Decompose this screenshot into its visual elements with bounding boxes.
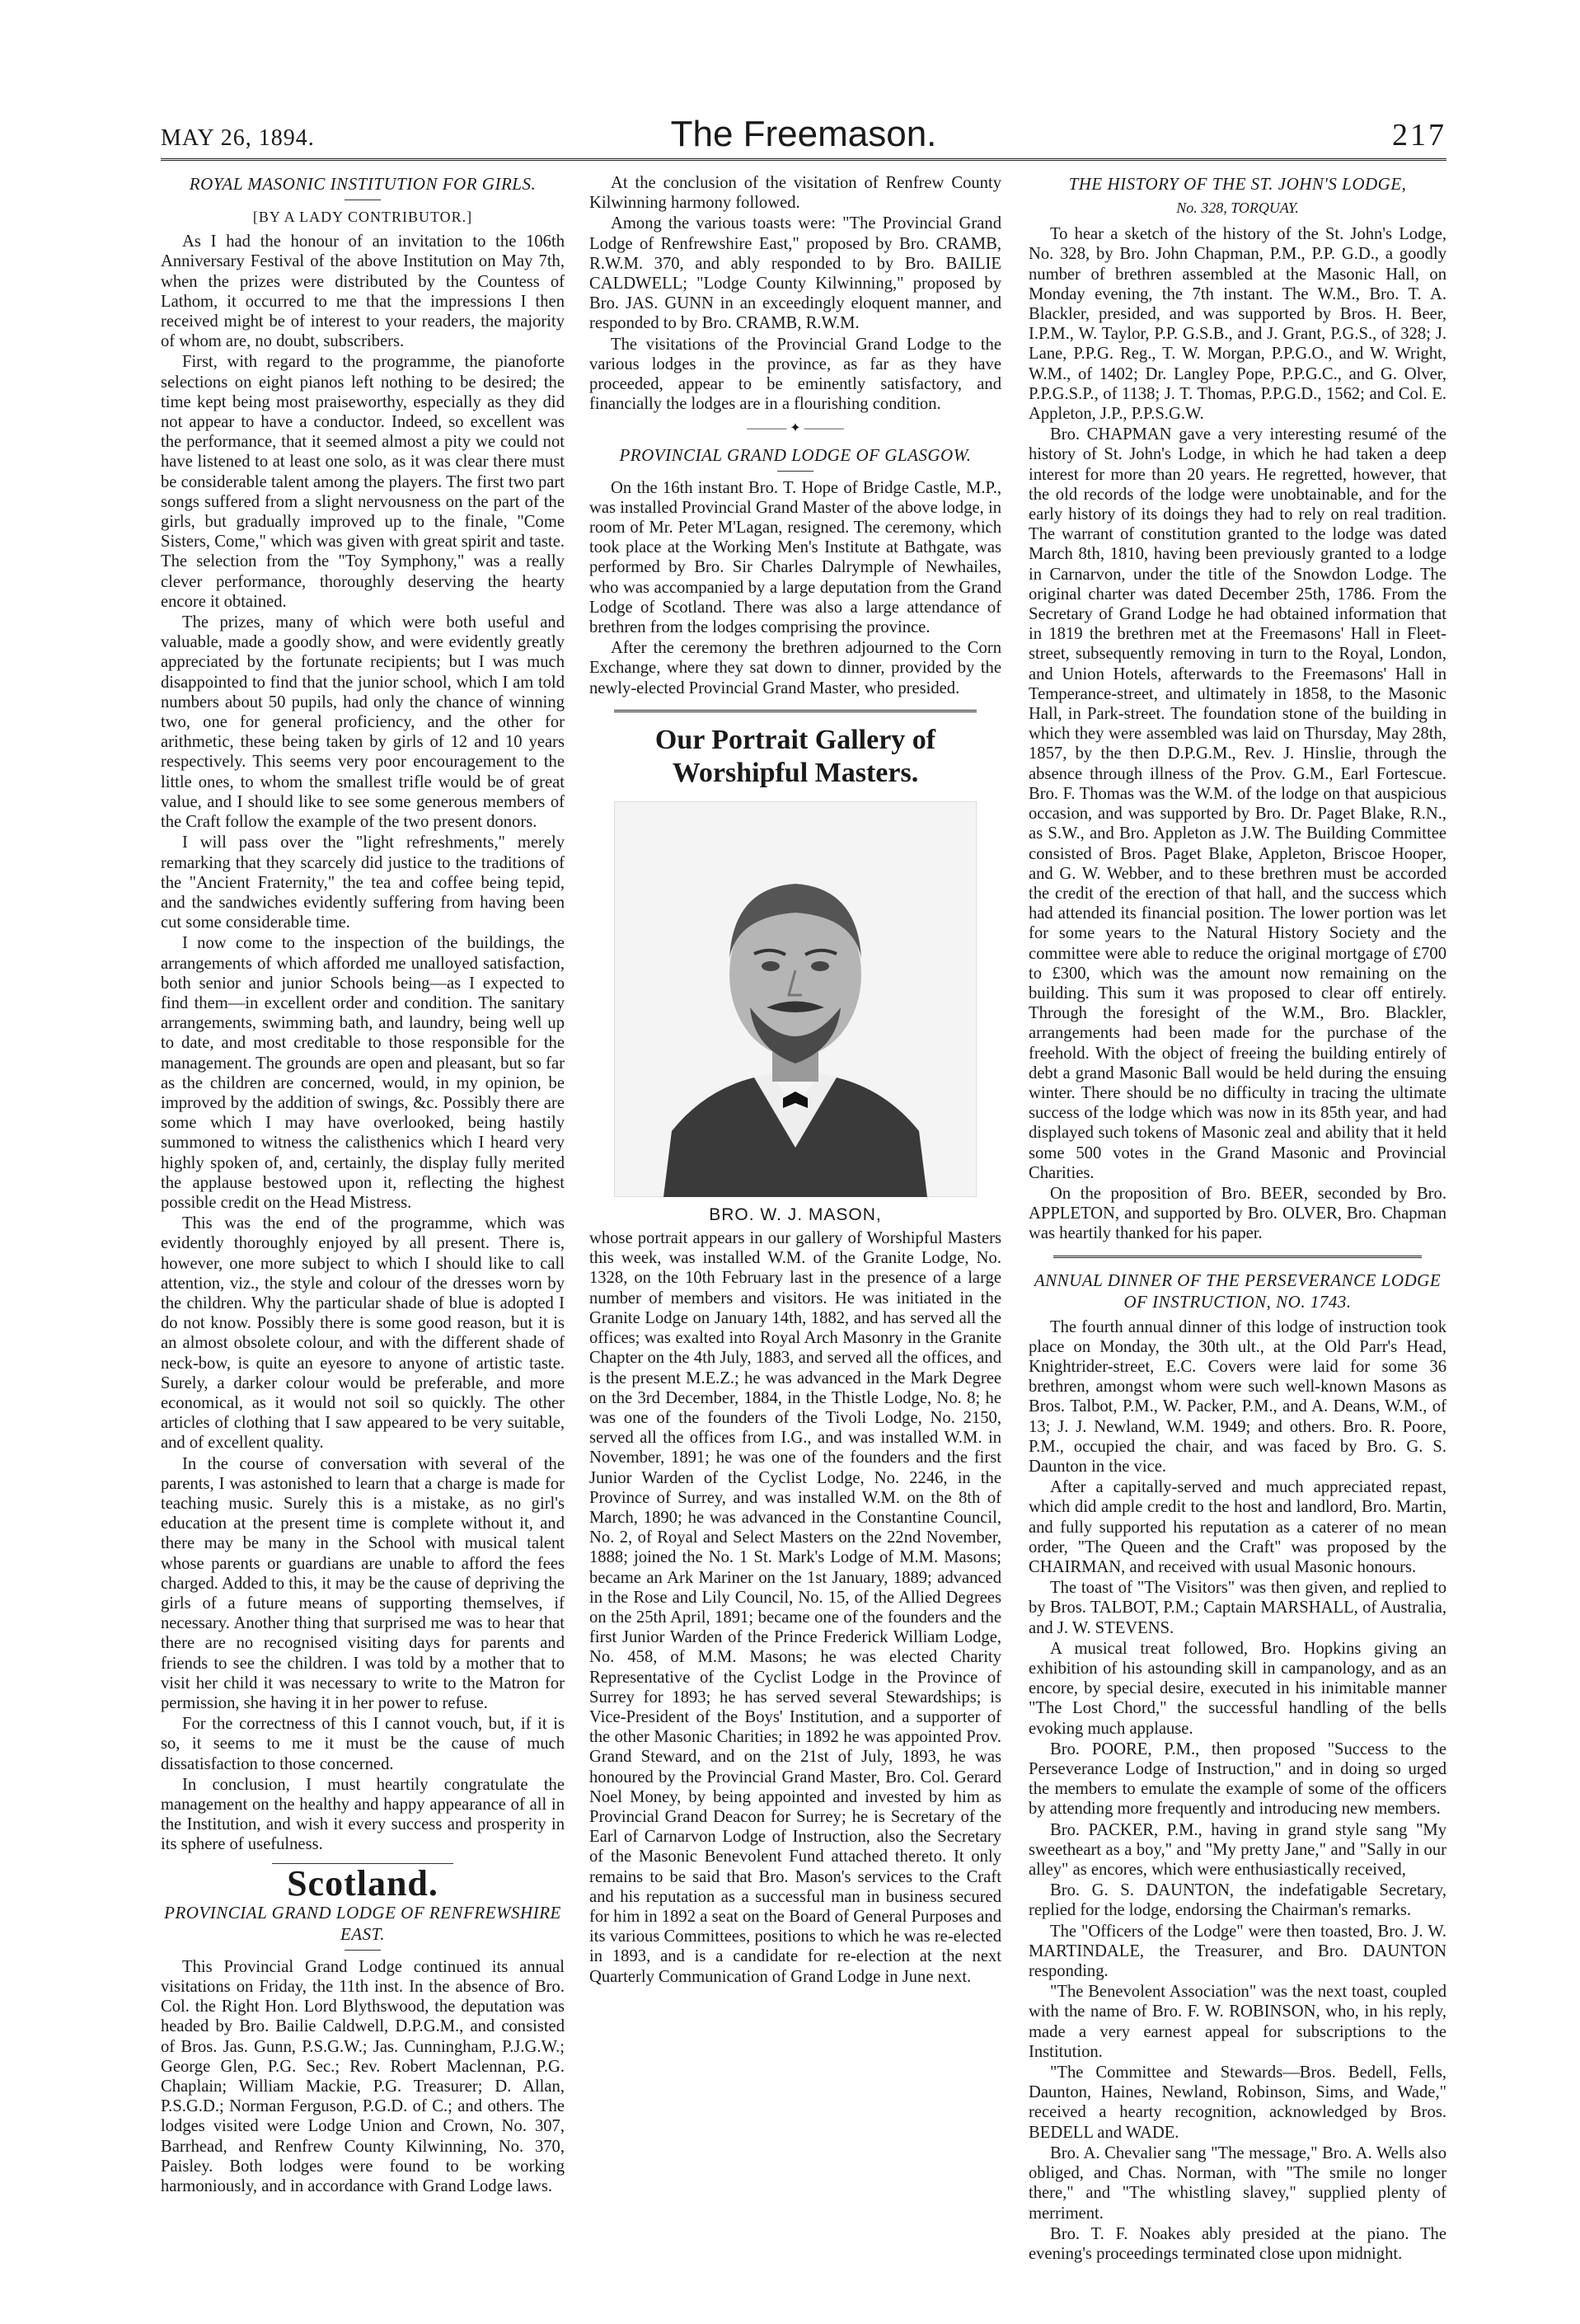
paragraph: Among the various toasts were: "The Provincial Grand Lodge of Renfrewshire East," proposed by Bro. CRAMB, R.W.M. 370, and ably responded to by Bro. BAILIE CALDWELL; "Lodge County Kilwinning," proposed by Bro. JAS. GUNN in an exceedingly eloquent manner, and responded to by Bro. CRAMB, R.W.M. [589, 214, 1001, 333]
masthead [161, 107, 1446, 161]
paragraph: Bro. CHAPMAN gave a very interesting resumé of the history of St. John's Lodge, in which he had taken a deep interest for more than 20 years. He regretted, however, that the old records of the lodge were unobtainable, and for the early history of its doings they had to rely on real tradition. The warrant of constitution granted to the lodge was dated March 8th, 1810, having been previously granted to a lodge in Carnarvon, under the title of the Snowdon Lodge. The original charter was dated December 25th, 1786. From the Secretary of Grand Lodge he had obtained information that in 1819 the brethren met at the Freemasons' Hall in Fleet-street, subsequently removing in turn to the Royal, London, and Union Hotels, afterwards to the Freemasons' Hall in Temperance-street, and ultimately in 1858, to the Masonic Hall, in Park-street. The foundation stone of the building in which they were assembled was laid on Thursday, May 28th, 1857, by the then D.P.G.M., Rev. J. Hinslie, through the absence through illness of the Prov. G.M., Earl Fortescue. Bro. F. Thomas was the W.M. of the lodge on that auspicious occasion, and was supported by Bro. Dr. Paget Blake, R.N., as S.W., and Bro. Appleton as J.W. The Building Committee consisted of Bros. Paget Blake, Appleton, Briscoe Hooper, and G. W. Webber, and to these brethren must be accorded the credit of the erection of that hall, and the success which had attended its financial position. The lower portion was let for some years to the Natural History Society and the committee were able to reduce the original mortgage of £700 to £300, which was the amount now remaining on the building. This sum it was proposed to clear off entirely. Through the foresight of the W.M., Bro. Blackler, arrangements had been made for the purchase of the freehold. With the object of freeing the building entirely of debt a grand Masonic Ball would be held during the ensuing winter. There should be no difficulty in tracing the ultimate success of the lodge which was now in its 85th year, and had displayed such tokens of Masonic zeal and ability that it held some 500 votes in the Grand Masonic and Provincial Charities. [1029, 425, 1446, 1182]
column-1 [161, 173, 565, 2197]
paragraph: After a capitally-served and much appreciated repast, which did ample credit to the host and landlord, Bro. Martin, and fully supported his reputation as a caterer of no mean order, "The Queen and the Craft" was proposed by the CHAIRMAN, and received with usual Masonic honours. [1029, 1478, 1446, 1576]
divider [614, 710, 977, 712]
paragraph: Bro. T. F. Noakes ably presided at the piano. The evening's proceedings terminated close upon midnight. [1029, 2224, 1446, 2263]
ornament-divider: ——— ✦ ——— [747, 421, 844, 436]
article-heading-girls-institution: ROYAL MASONIC INSTITUTION FOR GIRLS. [189, 174, 537, 194]
paragraph: whose portrait appears in our gallery of Worshipful Masters this week, was installed W.M. of the Granite Lodge, No. 1328, on the 10th February last in the presence of a large number of members and visitors. He was initiated in the Granite Lodge on January 14th, 1882, and has served all the offices; was exalted into Royal Arch Masonry in the Granite Chapter on the 4th July, 1883, and served all the offices, and is the present M.E.Z.; he was advanced in the Mark Degree on the 3rd December, 1884, in the Thistle Lodge, No. 8; he was one of the founders of the Tivoli Lodge, No. 2150, served all the offices from I.G., and was installed W.M. in November, 1891; he was one of the founders and the first Junior Warden of the Cyclist Lodge, No. 2246, in the Province of Surrey, and was installed W.M. on the 8th of March, 1890; he was advanced in the Constantine Council, No. 2, of Royal and Select Masters on the 22nd November, 1888; joined the No. 1 St. Mark's Lodge of M.M. Masons; became an Ark Mariner on the 1st January, 1889; advanced in the Rose and Lily Council, No. 15, of the Allied Degrees on the 25th April, 1891; became one of the founders and the first Junior Warden of the Prince Frederick William Lodge, No. 458, of M.M. Masons; he was elected Charity Representative of the Cyclist Lodge in the Province of Surrey for 1893; he has served several Stewardships; is Vice-President of the Boys' Institution, and a supporter of the other Masonic Charities; in 1892 he was appointed Prov. Grand Steward, and on the 21st of July, 1893, he was honoured by the Provincial Grand Master, Bro. Col. Gerard Noel Money, by being appointed and invested by him as Provincial Grand Deacon for Surrey; he is Secretary of the Earl of Carnarvon Lodge of Instruction, also the Secretary of the Masonic Benevolent Fund attached thereto. It only remains to be said that Bro. Mason's services to the Craft and his reputation as a successful man in business secured for him in 1892 a seat on the Board of General Purposes and its various Committees, positions to which he was re-elected in 1893, and is a candidate for re-election at the next Quarterly Communication of Grand Lodge in June next. [589, 1229, 1001, 1986]
paragraph: To hear a sketch of the history of the St. John's Lodge, No. 328, by Bro. John Chapman, P.M., P.P. G.D., a goodly number of brethren assembled at the Masonic Hall, on Monday evening, the 7th instant. The W.M., Bro. T. A. Blackler, presided, and was supported by Bros. H. Beer, I.P.M., W. Taylor, P.P. G.S.B., and J. Grant, P.G.S., of 328; J. Lane, P.P.G. Reg., T. W. Morgan, P.P.G.O., and W. Wright, W.M., of 1402; Dr. Langley Pope, P.P.G.C., and G. Olver, P.P.G.S.P., of 1138; J. T. Thomas, P.P.G.D., 1562; and Col. E. Appleton, J.P., P.P.S.G.W. [1029, 225, 1446, 424]
paragraph: The fourth annual dinner of this lodge of instruction took place on Monday, the 30th ult., at the Old Parr's Head, Knightrider-street, E.C. Covers were laid for some 36 brethren, amongst whom were such well-known Masons as Bros. Talbot, P.M., W. Packer, P.M., and A. Deans, W.M., of 13; J. J. Newland, W.M. 1949; and others. Bro. R. Poore, P.M., occupied the chair, and was faced by Bro. G. S. Daunton in the vice. [1029, 1317, 1446, 1476]
paragraph: The "Officers of the Lodge" were then toasted, Bro. J. W. MARTINDALE, the Treasurer, and Bro. DAUNTON responding. [1029, 1922, 1446, 1981]
paragraph: Bro. PACKER, P.M., having in grand style sang "My sweetheart as a boy," and "My pretty Jane," and "Sally in our alley" as encores, which were enthusiastically received, [1029, 1820, 1446, 1880]
paragraph: For the correctness of this I cannot vouch, but, if it is so, it seems to me it must be the cause of much dissatisfaction to those concerned. [161, 1715, 565, 1773]
divider [1053, 1256, 1422, 1258]
paragraph: Bro. POORE, P.M., then proposed "Success to the Perseverance Lodge of Instruction," and in doing so urged the members to emulate the example of some of the officers by attending more frequently and introducing new members. [1029, 1739, 1446, 1819]
paragraph: The toast of "The Visitors" was then given, and replied to by Bros. TALBOT, P.M.; Captain MARSHALL, of Australia, and J. W. STEVENS. [1029, 1579, 1446, 1637]
paragraph: In the course of conversation with several of the parents, I was astonished to learn that a charge is made for teaching music. Surely this is a mistake, as no girl's education at the present time is complete without it, and there may be many in the School with musical talent whose parents or guardians are unable to afford the fees charged. Added to this, it may be the cause of depriving the girls of a future means of supporting themselves, if necessary. Another thing that surprised me was to hear that there are no recognised visiting days for parents and friends to see the children. I was told by a mother that to visit her child it was necessary to write to the Matron for permission, she having it in her power to refuse. [161, 1454, 565, 1713]
article-heading-st-johns-lodge: THE HISTORY OF THE ST. JOHN'S LODGE, [1068, 174, 1407, 194]
paragraph: "The Committee and Stewards—Bros. Bedell, Fells, Daunton, Haines, Newland, Robinson, Sims, and Wade," received a hearty recognition, acknowledged by Bros. BEDELL and WADE. [1029, 2063, 1446, 2142]
portrait-illustration [614, 801, 977, 1197]
divider [345, 1950, 381, 1951]
paragraph: Bro. G. S. DAUNTON, the indefatigable Secretary, replied for the lodge, endorsing the Chairman's remarks. [1029, 1881, 1446, 1920]
article-subheading: No. 328, TORQUAY. [1176, 200, 1299, 216]
paragraph: This was the end of the programme, which was evidently thoroughly enjoyed by all present. There is, however, one more subject to which I should like to call attention, viz., the style and colour of the dresses worn by the children. Why the particular shade of blue is adopted I do not know. Possibly there is some good reason, but it is an almost obsolete colour, and with the different shade of neck-bow, is quite an eyesore to anyone of artistic taste. Surely, a darker colour would be preferable, and more economical, as it would not soil so quickly. The other articles of clothing that I saw appeared to be very suitable, and of excellent quality. [161, 1214, 565, 1453]
paragraph: Bro. A. Chevalier sang "The message," Bro. A. Wells also obliged, and Chas. Norman, with "The smile no longer there," and "The whistling slavey," supplied plenty of merriment. [1029, 2143, 1446, 2223]
paragraph: On the proposition of Bro. BEER, seconded by Bro. APPLETON, and supported by Bro. OLVER, Bro. Chapman was heartily thanked for his paper. [1029, 1184, 1446, 1243]
paragraph: I will pass over the "light refreshments," merely remarking that they scarcely did justice to the traditions of the "Ancient Fraternity," the tea and coffee being tepid, and the sandwiches evidently suffering from having been cut some considerable time. [161, 833, 565, 932]
issue-date: MAY 26, 1894. [161, 125, 315, 151]
article-heading-glasgow: PROVINCIAL GRAND LODGE OF GLASGOW. [619, 444, 972, 465]
newspaper-title: The Freemason. [670, 114, 937, 154]
column-3 [1029, 173, 1446, 2265]
paragraph: The visitations of the Provincial Grand Lodge to the various lodges in the province, as far as they have proceeded, appear to be eminently satisfactory, and financially the lodges are in a flourishing condition. [589, 335, 1001, 414]
paragraph: As I had the honour of an invitation to the 106th Anniversary Festival of the above Institution on May 7th, when the prizes were distributed by the Countess of Lathom, it occurred to me that the impressions I then received might be of interest to your readers, the majority of whom are, no doubt, subscribers. [161, 232, 565, 351]
column-2 [589, 173, 1001, 1988]
paragraph: First, with regard to the programme, the pianoforte selections on eight pianos left nothing to be desired; the time kept being most praiseworthy, especially as they did not appear to have a conductor. Indeed, so excellent was the performance, that it seemed almost a pity we could not have listened to at least one solo, as it was clear there must be considerable talent among the players. The first two part songs suffered from a slight nervousness on the part of the girls, but gradually improved up to the finale, "Come Sisters, Come," which was given with great spirit and taste. The selection from the "Toy Symphony," was a really clever performance, thoroughly deserving the hearty encore it obtained. [161, 353, 565, 611]
section-heading-scotland: Scotland. [287, 1862, 438, 1904]
paragraph: On the 16th instant Bro. T. Hope of Bridge Castle, M.P., was installed Provincial Grand Master of the above lodge, in room of Mr. Peter M'Lagan, resigned. The ceremony, which took place at the Working Men's Institute at Bathgate, was performed by Bro. Sir Charles Dalrymple of Newhailes, who was accompanied by a large deputation from the Grand Lodge of Scotland. There was also a large attendance of brethren from the lodges comprising the province. [589, 478, 1001, 637]
article-heading-renfrewshire: PROVINCIAL GRAND LODGE OF RENFREWSHIRE EAST. [164, 1902, 561, 1944]
paragraph: This Provincial Grand Lodge continued its annual visitations on Friday, the 11th inst. In the absence of Bro. Col. the Right Hon. Lord Blythswood, the deputation was headed by Bro. Bailie Caldwell, D.P.G.M., and consisted of Bros. Jas. Gunn, P.S.G.W.; Jas. Cunningham, P.J.G.W.; George Glen, P.G. Sec.; Rev. Robert Maclennan, P.G. Chaplain; William Mackie, P.G. Treasurer; D. Allan, P.S.G.D.; Norman Ferguson, P.G.D. of C.; and others. The lodges visited were Lodge Union and Crown, No. 307, Barrhead, and Renfrew County Kilwinning, No. 370, Paisley. Both lodges were found to be working harmoniously, and in accordance with Grand Lodge laws. [161, 1957, 565, 2196]
paragraph: "The Benevolent Association" was the next toast, coupled with the name of Bro. F. W. ROBINSON, who, in his reply, made a very earnest appeal for subscriptions to the Institution. [1029, 1983, 1446, 2061]
paragraph: After the ceremony the brethren adjourned to the Corn Exchange, where they sat down to dinner, provided by the newly-elected Provincial Grand Master, who presided. [589, 639, 1001, 697]
page-number: 217 [1392, 118, 1446, 153]
section-heading-portrait-gallery: Our Portrait Gallery of Worshipful Masters. [654, 724, 936, 788]
paragraph: I now come to the inspection of the buildings, the arrangements of which afforded me unalloyed satisfaction, both senior and junior Schools being—as I expected to find them—in excellent order and condition. The sanitary arrangements, swimming bath, and laundry, being well up to date, and most creditable to those responsible for the management. The grounds are open and pleasant, but so far as the children are concerned, would, in my opinion, be improved by the addition of swings, &c. Possibly there are some which I may have overlooked, being hastily summoned to witness the calisthenics which I heard very highly spoken of, and, certainly, the display fully merited the applause bestowed upon it, reflecting the highest possible credit on the Head Mistress. [161, 934, 565, 1212]
article-byline: [BY A LADY CONTRIBUTOR.] [252, 209, 473, 225]
article-heading-perseverance-dinner: ANNUAL DINNER OF THE PERSEVERANCE LODGE OF INSTRUCTION, NO. 1743. [1034, 1270, 1442, 1312]
paragraph: In conclusion, I must heartily congratulate the management on the healthy and happy appearance of all in the Institution, and wish it every success and prosperity in its sphere of usefulness. [161, 1775, 565, 1854]
divider [777, 471, 813, 472]
paragraph: At the conclusion of the visitation of Renfrew County Kilwinning harmony followed. [589, 174, 1001, 213]
paragraph: The prizes, many of which were both useful and valuable, made a goodly show, and were evidently greatly appreciated by the fortunate recipients; but I was much disappointed to find that the junior school, which I am told numbers about 50 pupils, had only the chance of winning two, one for general proficiency, and the other for arithmetic, these being taken by girls of 12 and 10 years respectively. This seems very poor encouragement to the little ones, to whom the smallest trifle would be of great value, and I should like to see some generous members of the Craft follow the example of the two present donors. [161, 613, 565, 832]
portrait-caption: BRO. W. J. MASON, [709, 1204, 882, 1224]
paragraph: A musical treat followed, Bro. Hopkins giving an exhibition of his astounding skill in campanology, and as an encore, by special desire, executed in his inimitable manner "The Lost Chord," the successful handling of the bells evoking much applause. [1029, 1639, 1446, 1738]
